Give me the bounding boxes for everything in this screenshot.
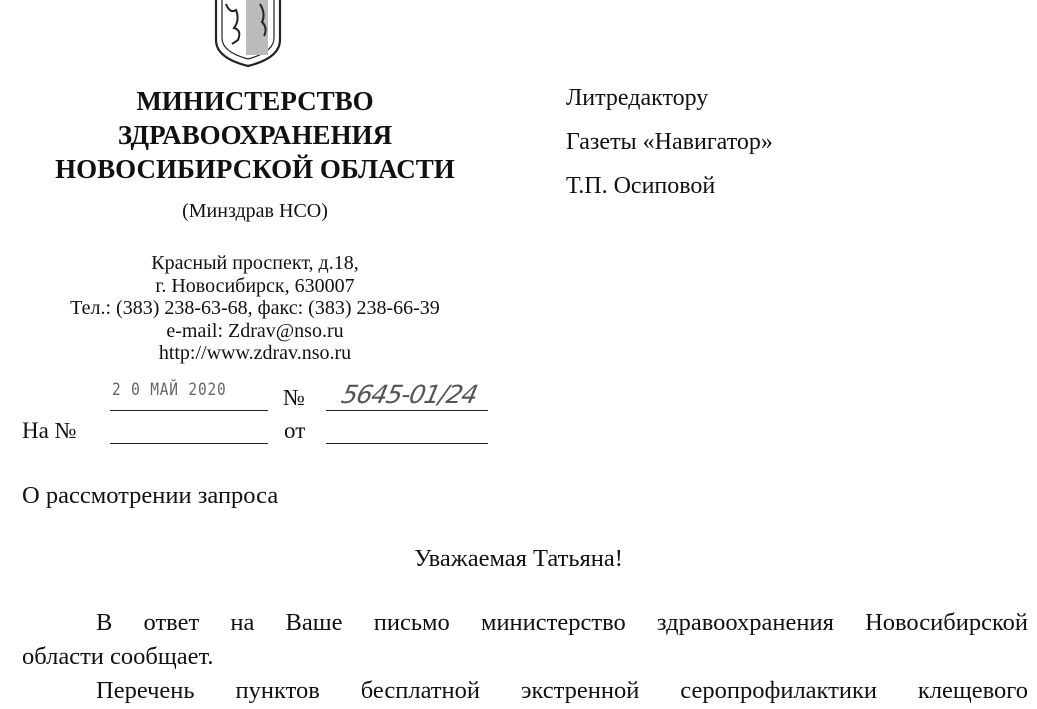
paragraph-2-line-1: Перечень пунктов бесплатной экстренной серопрофилактики клещевого [96, 677, 1028, 704]
number-underline [326, 410, 488, 411]
address-website: http://www.zdrav.nso.ru [158, 342, 352, 364]
recipient-line-2: Газеты «Навигатор» [566, 129, 773, 155]
date-stamp: 2 0 МАЙ 2020 [112, 380, 227, 400]
recipient-line-3: Т.П. Осиповой [566, 173, 716, 199]
recipient-block [566, 76, 773, 208]
ministry-address [20, 252, 490, 365]
address-street: Красный проспект, д.18, [151, 252, 359, 274]
ministry-name-line-3: НОВОСИБИРСКОЙ ОБЛАСТИ [55, 154, 455, 184]
ministry-name [20, 84, 490, 186]
paragraph-1-line-2: области сообщает. [22, 643, 214, 670]
address-email: e-mail: Zdrav@nso.ru [166, 319, 344, 342]
letter-subject: О рассмотрении запроса [22, 482, 279, 509]
address-city: г. Новосибирск, 630007 [155, 274, 355, 297]
number-label: № [283, 385, 305, 410]
from-label: от [284, 418, 306, 443]
ministry-name-line-1: МИНИСТЕРСТВО [136, 86, 374, 116]
outgoing-number-handwritten: 5645-01/24 [338, 380, 480, 409]
paragraph-1-line-1: В ответ на Ваше письмо министерство здравоохранения Новосибирской [96, 609, 1028, 636]
ministry-name-line-2: ЗДРАВООХРАНЕНИЯ [117, 120, 393, 150]
address-phone: Тел.: (383) 238-63-68, факс: (383) 238-66-39 [70, 297, 440, 319]
ministry-short-name: (Минздрав НСО) [182, 200, 328, 222]
reply-number-underline [110, 443, 268, 444]
coat-of-arms-emblem [208, 0, 288, 68]
from-date-underline [326, 443, 488, 444]
recipient-line-1: Литредактору [566, 85, 709, 111]
salutation: Уважаемая Татьяна! [414, 545, 623, 572]
reply-to-number-label: На № [22, 418, 77, 443]
date-underline [110, 410, 268, 411]
